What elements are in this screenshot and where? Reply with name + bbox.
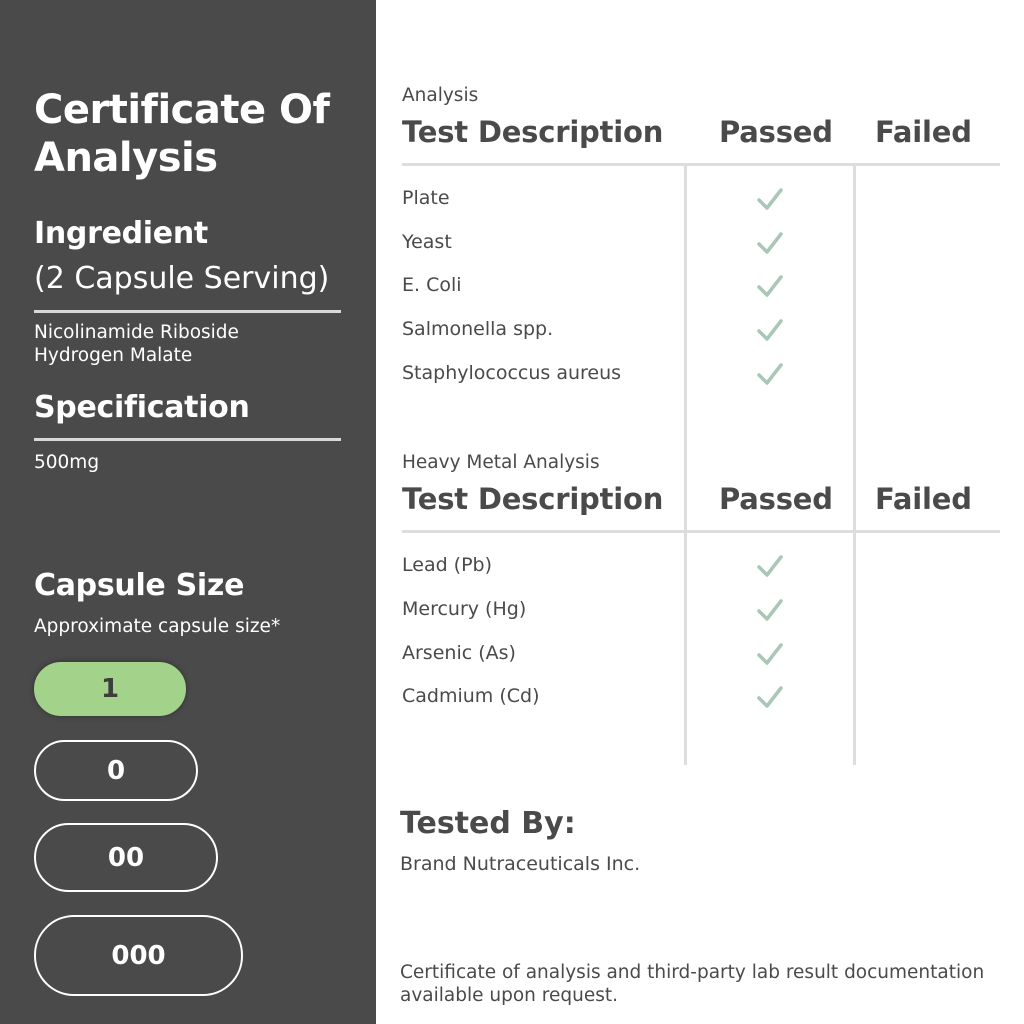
heavy-metal-row-label: Mercury (Hg)	[402, 598, 527, 620]
specification-heading: Specification	[34, 390, 250, 425]
specification-value: 500mg	[34, 452, 100, 473]
left-panel	[0, 0, 376, 1024]
capsule-size-00[interactable]	[34, 823, 218, 892]
page-title: Certificate Of Analysis	[34, 87, 330, 181]
heavy-metal-row-label: Arsenic (As)	[402, 642, 516, 664]
capsule-size-0[interactable]	[34, 740, 198, 801]
passed-column-divider	[684, 165, 687, 765]
analysis-col-failed: Failed	[875, 115, 972, 149]
checkmark-icon	[756, 229, 784, 257]
capsule-size-000[interactable]	[34, 915, 243, 996]
analysis-col-passed: Passed	[719, 115, 833, 149]
heavy-metal-col-passed: Passed	[719, 482, 833, 516]
capsule-size-label: 00	[107, 842, 145, 873]
divider	[34, 438, 341, 441]
capsule-size-label: 000	[111, 940, 166, 971]
capsule-size-heading: Capsule Size	[34, 568, 245, 603]
heavy-metal-section-label: Heavy Metal Analysis	[402, 452, 600, 473]
heavy-metal-col-test-description: Test Description	[402, 482, 664, 516]
tested-by-value: Brand Nutraceuticals Inc.	[400, 853, 641, 875]
capsule-size-1[interactable]	[34, 662, 186, 716]
failed-column-divider	[853, 165, 856, 765]
checkmark-icon	[756, 360, 784, 388]
ingredient-heading: Ingredient	[34, 216, 208, 251]
checkmark-icon	[756, 552, 784, 580]
checkmark-icon	[756, 596, 784, 624]
checkmark-icon	[756, 185, 784, 213]
ingredient-serving: (2 Capsule Serving)	[34, 261, 330, 296]
analysis-section-label: Analysis	[402, 85, 479, 106]
right-panel	[376, 0, 1024, 1024]
heavy-metal-row-label: Lead (Pb)	[402, 554, 493, 576]
ingredient-name-line1: Nicolinamide Riboside	[34, 322, 239, 343]
checkmark-icon	[756, 683, 784, 711]
capsule-size-subtext: Approximate capsule size*	[34, 616, 281, 637]
checkmark-icon	[756, 640, 784, 668]
checkmark-icon	[756, 272, 784, 300]
heavy-metal-row-label: Cadmium (Cd)	[402, 685, 540, 707]
capsule-size-label: 0	[106, 755, 126, 786]
analysis-row-label: E. Coli	[402, 274, 462, 296]
analysis-col-test-description: Test Description	[402, 115, 664, 149]
heavy-metal-header-rule	[402, 530, 1000, 533]
checkmark-icon	[756, 316, 784, 344]
heavy-metal-col-failed: Failed	[875, 482, 972, 516]
ingredient-name-line2: Hydrogen Malate	[34, 345, 193, 366]
analysis-header-rule	[402, 163, 1000, 166]
tested-by-label: Tested By:	[400, 806, 576, 841]
analysis-row-label: Staphylococcus aureus	[402, 362, 622, 384]
capsule-size-label: 1	[100, 674, 120, 704]
analysis-row-label: Yeast	[402, 231, 452, 253]
documentation-note: Certificate of analysis and third-party lab result documentation available upon request.	[400, 962, 985, 1006]
analysis-row-label: Plate	[402, 187, 450, 209]
divider	[34, 310, 341, 313]
analysis-row-label: Salmonella spp.	[402, 318, 554, 340]
